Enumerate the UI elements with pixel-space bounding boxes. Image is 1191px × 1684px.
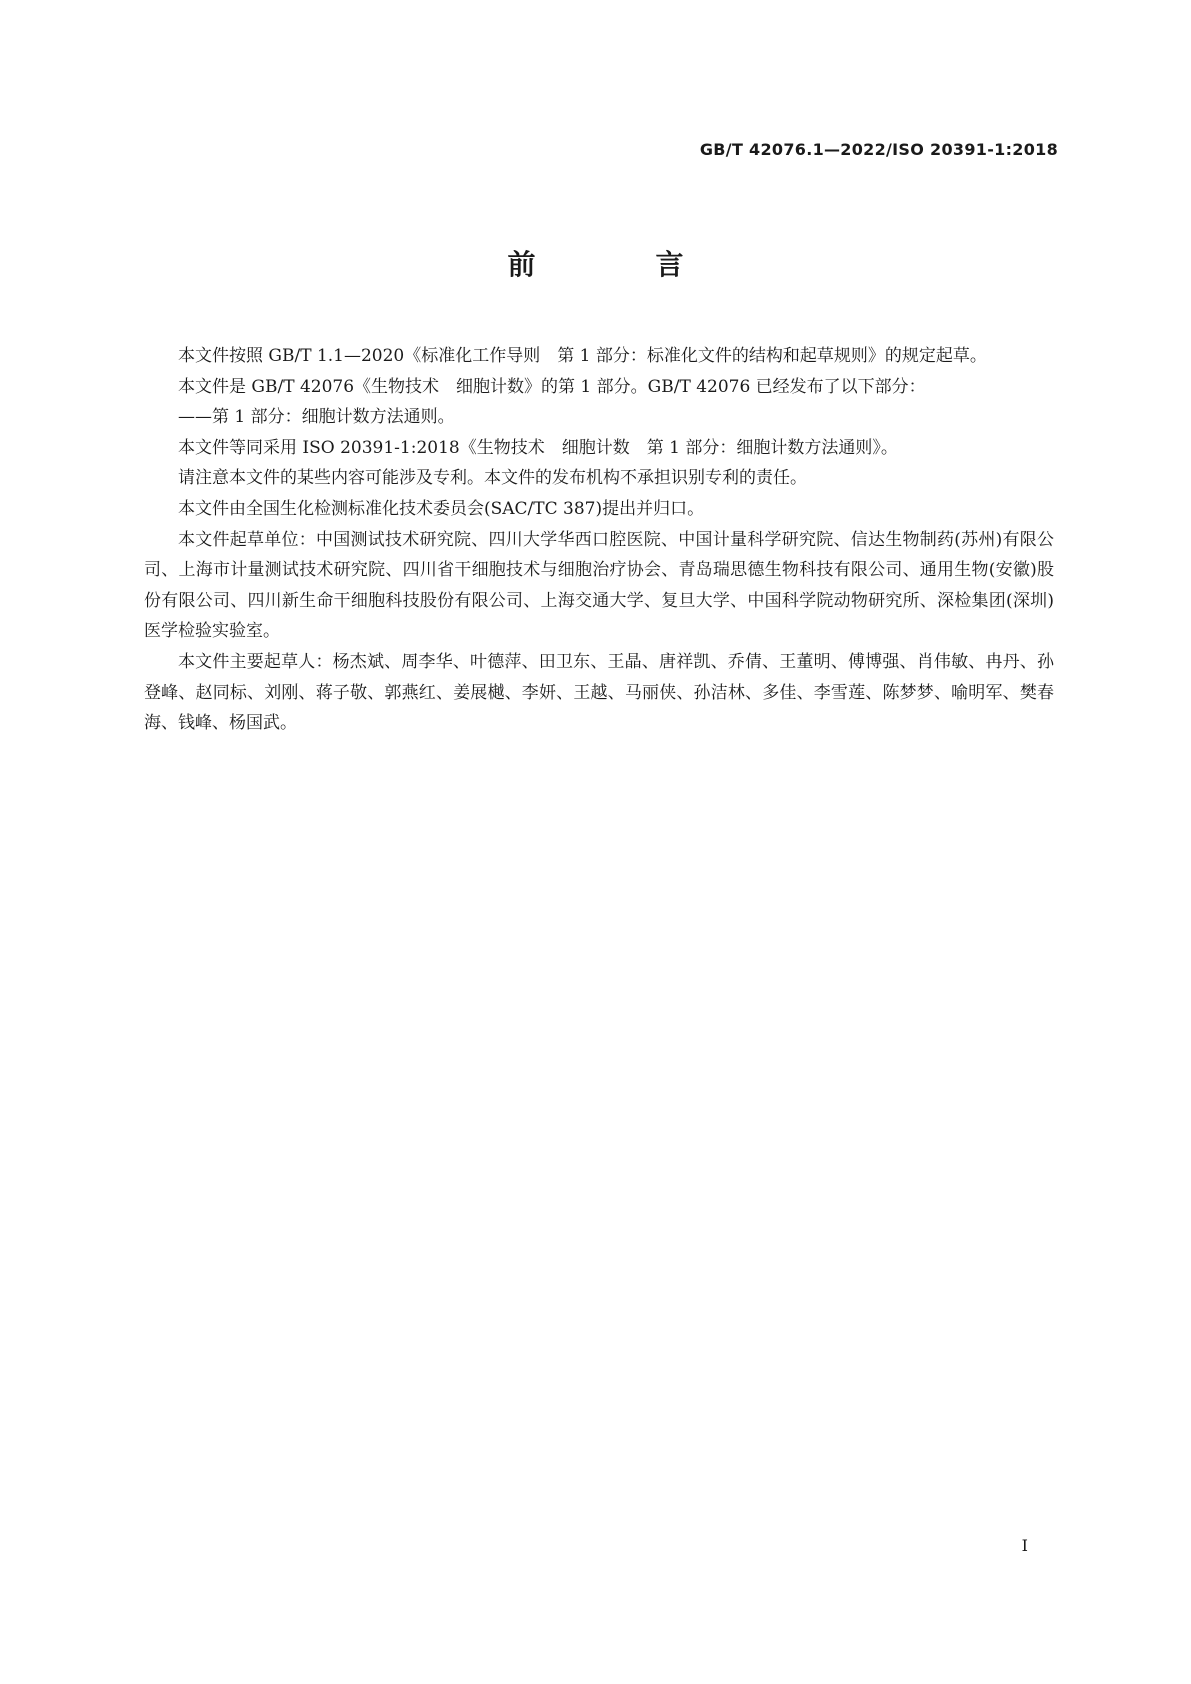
page-number: I (1021, 1536, 1028, 1555)
paragraph-committee: 本文件由全国生化检测标准化技术委员会(SAC/TC 387)提出并归口。 (178, 498, 705, 519)
standard-code: GB/T 42076.1—2022/ISO 20391-1:2018 (699, 140, 1058, 159)
foreword-body (144, 341, 1054, 739)
page-title: 前 言 (507, 248, 730, 281)
paragraph-patent-notice: 请注意本文件的某些内容可能涉及专利。本文件的发布机构不承担识别专利的责任。 (178, 468, 807, 489)
paragraph-part-list-item: ——第 1 部分：细胞计数方法通则。 (178, 407, 455, 428)
paragraph-drafting-rules: 本文件按照 GB/T 1.1—2020《标准化工作导则 第 1 部分：标准化文件的结构和起草规则》的规定起草。 (178, 346, 987, 366)
paragraph-drafters: 本文件主要起草人：杨杰斌、周李华、叶德萍、田卫东、王晶、唐祥凯、乔倩、王董明、傅博强、肖伟敏、冉丹、孙登峰、赵同标、刘刚、蒋子敬、郭燕红、姜展樾、李妍、王越、马丽侠、孙洁林、多佳、李雪莲、陈梦梦、喻明军、樊春海、钱峰、杨国武。 (144, 651, 1054, 734)
paragraph-series-intro: 本文件是 GB/T 42076《生物技术 细胞计数》的第 1 部分。GB/T 42076 已经发布了以下部分： (178, 376, 926, 397)
paragraph-iso-adoption: 本文件等同采用 ISO 20391-1:2018《生物技术 细胞计数 第 1 部分：细胞计数方法通则》。 (178, 437, 898, 458)
paragraph-drafting-organizations: 本文件起草单位：中国测试技术研究院、四川大学华西口腔医院、中国计量科学研究院、信达生物制药(苏州)有限公司、上海市计量测试技术研究院、四川省干细胞技术与细胞治疗协会、青岛瑞思德生物科技有限公司、通用生物(安徽)股份有限公司、四川新生命干细胞科技股份有限公司、上海交通大学、复旦大学、中国科学院动物研究所、深检集团(深圳)医学检验实验室。 (144, 529, 1054, 642)
